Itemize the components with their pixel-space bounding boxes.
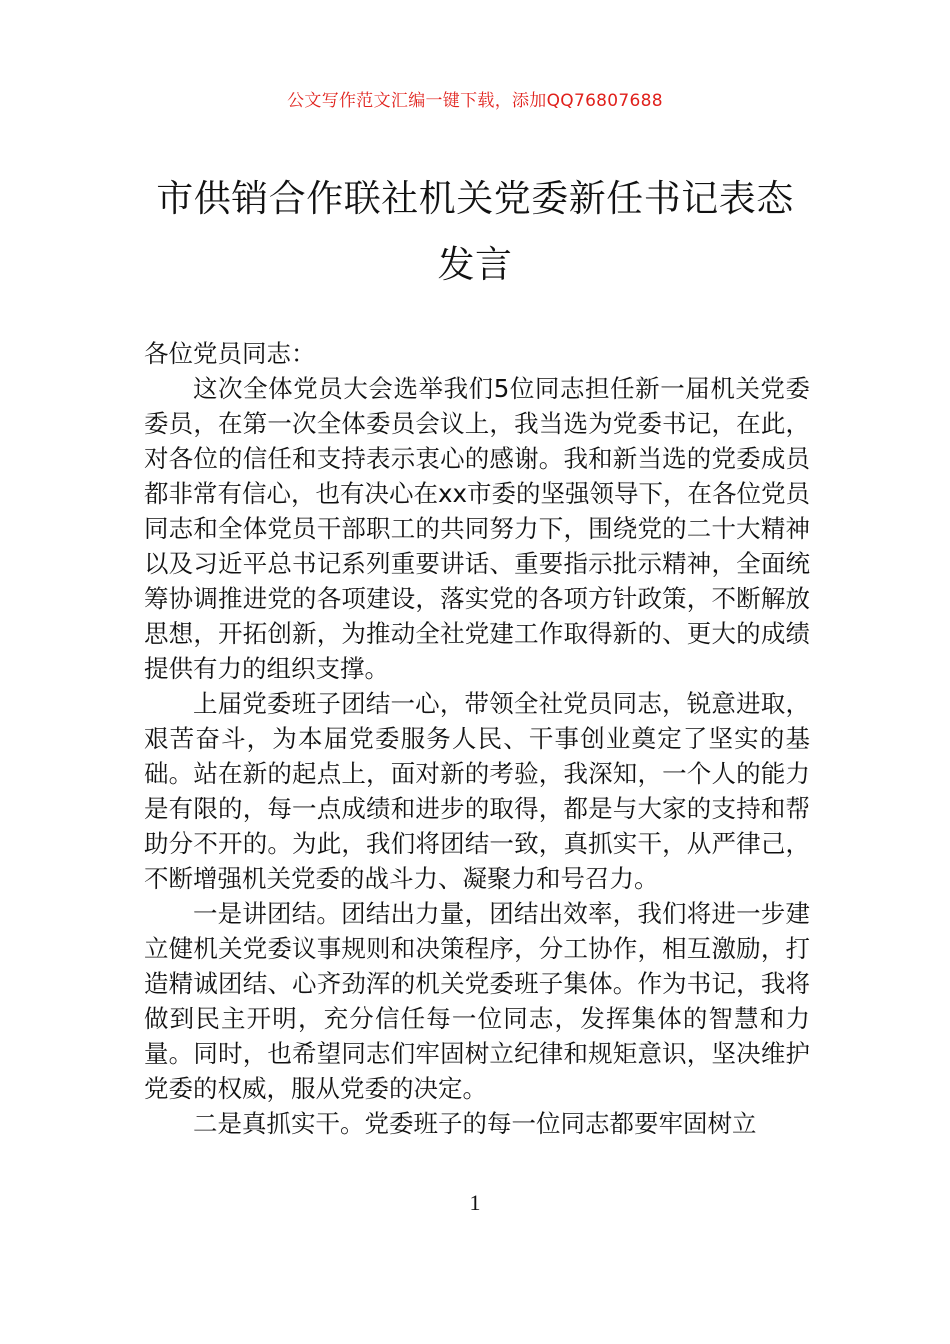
salutation: 各位党员同志： — [144, 339, 316, 368]
paragraph-4: 二是真抓实干。党委班子的每一位同志都要牢固树立 — [193, 1109, 757, 1138]
paragraph-1: 这次全体党员大会选举我们5位同志担任新一届机关党委委员，在第一次全体委员会议上，我当选为党委书记，在此，对各位的信任和支持表示衷心的感谢。我和新当选的党委成员都非常有信心，也有决心在xx市委的坚强领导下，在各位党员同志和全体党员干部职工的共同努力下，围绕党的二十大精神以及习近平总书记系列重要讲话、重要指示批示精神，全面统筹协调推进党的各项建设，落实党的各项方针政策，不断解放思想，开拓创新，为推动全社党建工作取得新的、更大的成绩提供有力的组织支撑。 — [144, 374, 810, 683]
promo-header-text: 公文写作范文汇编一键下载，添加QQ76807688 — [287, 91, 663, 111]
paragraph-3: 一是讲团结。团结出力量，团结出效率，我们将进一步建立健机关党委议事规则和决策程序，分工协作，相互激励，打造精诚团结、心齐劲浑的机关党委班子集体。作为书记，我将做到民主开明，充分信任每一位同志，发挥集体的智慧和力量。同时，也希望同志们牢固树立纪律和规矩意识，坚决维护党委的权威，服从党委的决定。 — [144, 899, 810, 1103]
document-body — [144, 336, 810, 1141]
paragraph-2: 上届党委班子团结一心，带领全社党员同志，锐意进取，艰苦奋斗，为本届党委服务人民、干事创业奠定了坚实的基础。站在新的起点上，面对新的考验，我深知，一个人的能力是有限的，每一点成绩和进步的取得，都是与大家的支持和帮助分不开的。为此，我们将团结一致，真抓实干，从严律己，不断增强机关党委的战斗力、凝聚力和号召力。 — [144, 689, 810, 893]
page-number: 1 — [469, 1190, 481, 1215]
document-title: 市供销合作联社机关党委新任书记表态发言 — [156, 177, 794, 286]
